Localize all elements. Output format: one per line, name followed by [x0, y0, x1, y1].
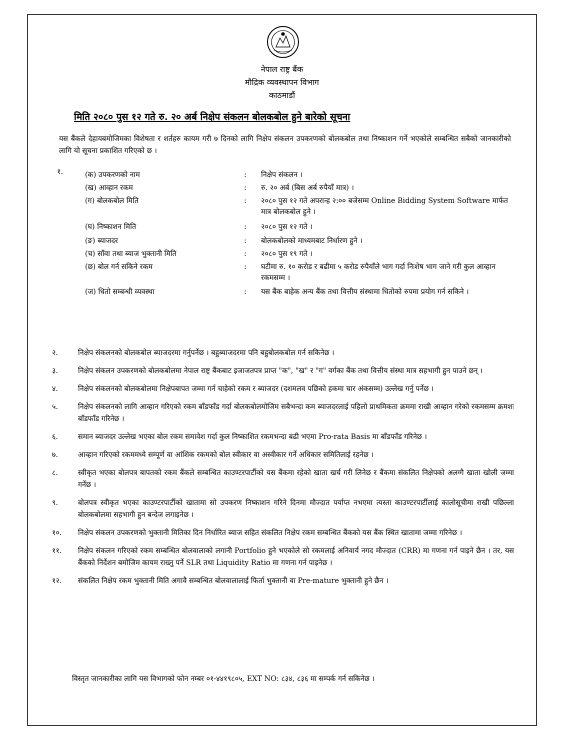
notice-page	[27, 14, 537, 726]
bank-emblem-icon	[266, 25, 300, 59]
item-1-row-value: यस बैंक बाहेक अन्य बैंक तथा वित्तीय संस्थामा धितोको रुपमा प्रयोग गर्न सकिने ।	[261, 287, 469, 296]
item-1-row-label: (च) साँवा तथा ब्याज भुक्तानी मिति	[85, 249, 177, 258]
list-item-text: निक्षेप संकलन गरिएको रकम सम्बन्धित बोलवालाको लगानी Portfolio हुने भएकोले सो रकमलाई अनिवार्य नगद मौज्दात (CRR) मा गणना गर्न पाइने छैन । तर, यस बैंकको निर्देशन बमोजिम कायम राख्नु पर्ने SLR तथा Liquidity Ratio मा गणना गर्न पाइनेछ ।	[78, 546, 514, 567]
item-1-row-label: (ङ) ब्याजदर	[85, 236, 118, 245]
list-item-number: ११.	[52, 546, 62, 555]
list-item-text: बोलपत्र स्वीकृत भएका काउण्टरपार्टीको खातामा सो उपकरण निष्काशन गरिने दिनमा मौज्दात पर्याप्त नभएमा त्यस्ता काउण्टरपार्टीलाई कालोसूचीमा राखी पछिल्ला बोलकबोलमा सहभागी हुन बन्देज लगाइनेछ ।	[78, 498, 514, 519]
list-item	[52, 401, 514, 425]
numbered-items	[52, 347, 514, 593]
item-1-row-label: (ग) बोलकबोल मिति	[85, 196, 139, 205]
list-item-number: ६.	[52, 432, 59, 441]
item-1-row-label: (ख) आव्हान रकम	[85, 183, 133, 192]
item-1-row-value: निक्षेप संकलन ।	[261, 170, 303, 179]
item-1-row-colon: :	[244, 236, 247, 245]
item-1-row-value: रु. २० अर्ब (बिस अर्ब रुपैयाँ मात्र) ।	[261, 183, 354, 192]
list-item-text: निक्षेप संकलन उपकरणको भुक्तानी मितिका दिन निर्धारित ब्याज सहित संकलित निक्षेप रकम सम्बन्धित बैंकको यस बैंक स्थित खातामा जम्मा गरिनेछ ।	[78, 528, 463, 537]
item-1-row-value: २०८० पुस १९ गते ।	[261, 249, 313, 258]
item-1-row-label: (छ) बोल गर्न सकिने रकम	[85, 262, 153, 271]
list-item-number: १०.	[52, 528, 62, 537]
intro-paragraph: यस बैंकले देहायबमोजिमका विशेषता र शर्तहरु कायम गरी ७ दिनको लागि निक्षेप संकलन उपकरणको बोलकबोल तथा निष्काशन गर्ने भएकोले सम्बन्धित सबैको जानकारीको लागि यो सूचना प्रकाशित गरिएको छ ।	[59, 134, 511, 155]
list-item	[52, 497, 514, 521]
list-item-number: ७.	[52, 450, 59, 459]
city-name: काठमाडौं	[268, 91, 296, 100]
item-1-row-value: बोलकबोलको माध्यमबाट निर्धारण हुने ।	[261, 236, 363, 245]
list-item-text: निक्षेप संकलनको लागि आव्हान गरिएको रकम बाँडफाँड गर्दा बोलकबोलमोजिम सबैभन्दा कम ब्याजदरलाई पहिलो प्राथमिकता क्रममा राखी आव्हान गरेको रकमसम्म क्रमशः बाँडफाँड गरिनेछ ।	[78, 402, 514, 423]
list-item-number: २.	[52, 348, 59, 357]
item-1-row-value: घटीमा रु. १० करोड र बढीमा ५ करोड रुपैयाँले भाग गर्दा निःशेष भाग जाने गरी कुल आव्हान रकमसम्म ।	[261, 262, 496, 282]
list-item-text: स्वीकृत भएका बोलपत्र बापतको रकम बैंकले सम्बन्धित काउण्टरपार्टीको यस बैंकमा रहेको खाता खर्च गरी लिनेछ र बैंकमा संकलित निक्षेपको अलग्गै खाता खोली जम्मा गर्नेछ ।	[78, 468, 514, 489]
list-item	[52, 545, 514, 569]
item-1-row-value: २०८० पुस १२ गते ।	[261, 222, 313, 231]
department-name: मौद्रिक व्यवस्थापन विभाग	[244, 78, 320, 87]
item-1-row-label: (ज) धितो सम्बन्धी व्यवस्था	[85, 287, 155, 296]
item-1-row-value: २०८० पुस १२ गते अपरान्ह २:०० बजेसम्म Online Bidding System Software मार्फत मात्र बोलकबोल हुने ।	[261, 196, 509, 216]
item-1-row-label: (क) उपकरणको नाम	[85, 170, 140, 179]
item-1-row-colon: :	[244, 170, 247, 179]
item-1-row-colon: :	[244, 222, 247, 231]
list-item	[52, 347, 514, 359]
item-1-row-colon: :	[244, 196, 247, 205]
list-item	[52, 527, 514, 539]
list-item-number: ४.	[52, 384, 59, 393]
list-item	[52, 431, 514, 443]
item-1-number: १.	[57, 167, 64, 176]
item-1-row-colon: :	[244, 262, 247, 271]
notice-title: मिति २०८० पुस १२ गते रु. २० अर्ब निक्षेप संकलन बोलकबोल हुने बारेको सूचना	[74, 112, 351, 123]
list-item-text: निक्षेप संकलनको बोलकबोल ब्याजदरमा गर्नुपर्नेछ । बहुब्याजदरमा पनि बहुबोलकबोल गर्न सकिनेछ ।	[78, 348, 335, 357]
org-name: नेपाल राष्ट्र बैंक	[260, 65, 304, 74]
list-item-number: ८.	[52, 468, 59, 477]
list-item	[52, 383, 514, 395]
contact-footer: विस्तृत जानकारीका लागि यस विभागको फोन नम्बर ०१-४४१९८०५, EXT NO: ८३४, ८३६ मा सम्पर्क गर्न सकिनेछ ।	[72, 674, 375, 683]
item-1-row-colon: :	[244, 249, 247, 258]
list-item-text: संकलित निक्षेप रकम भुक्तानी मिति अगावै सम्बन्धित बोलवालालाई फिर्ता भुक्तानी वा Pre-mature भुक्तानी हुने छैन ।	[78, 576, 389, 585]
list-item-number: ३.	[52, 366, 59, 375]
list-item-text: निक्षेप संकलनको बोलकबोलमा निक्षेपबापत जम्मा गर्न चाहेको रकम र ब्याजदर (दशमलव पछिको हकमा चार अंकसम्म) उल्लेख गर्नु पर्नेछ ।	[78, 384, 434, 393]
item-1-row-colon: :	[244, 287, 247, 296]
list-item-number: ९.	[52, 498, 59, 507]
item-1-row-colon: :	[244, 183, 247, 192]
item-1-row-label: (घ) निष्काशन मिति	[85, 222, 137, 231]
list-item-number: ५.	[52, 402, 59, 411]
list-item-number: १२.	[52, 576, 62, 585]
list-item	[52, 575, 514, 587]
list-item	[52, 467, 514, 491]
list-item-text: निक्षेप संकलन उपकरणको बोलकबोलमा नेपाल राष्ट्र बैंकबाट इजाजतपत्र प्राप्त "क", "ख" र "ग" वर्गका बैंक तथा वित्तीय संस्था मात्र सहभागी हुन पाउने छन् ।	[78, 366, 483, 375]
list-item	[52, 365, 514, 377]
list-item	[52, 449, 514, 461]
list-item-text: समान ब्याजदर उल्लेख भएका बोल रकम समावेश गर्दा कुल निष्काशित रकमभन्दा बढी भएमा Pro-rata Basis मा बाँडफाँड गरिनेछ ।	[78, 432, 427, 441]
list-item-text: आव्हान गरिएको रकममध्ये सम्पूर्ण वा आंशिक रकमको बोल स्वीकार वा अस्वीकार गर्ने अधिकार समितिलाई रहनेछ ।	[78, 450, 374, 459]
